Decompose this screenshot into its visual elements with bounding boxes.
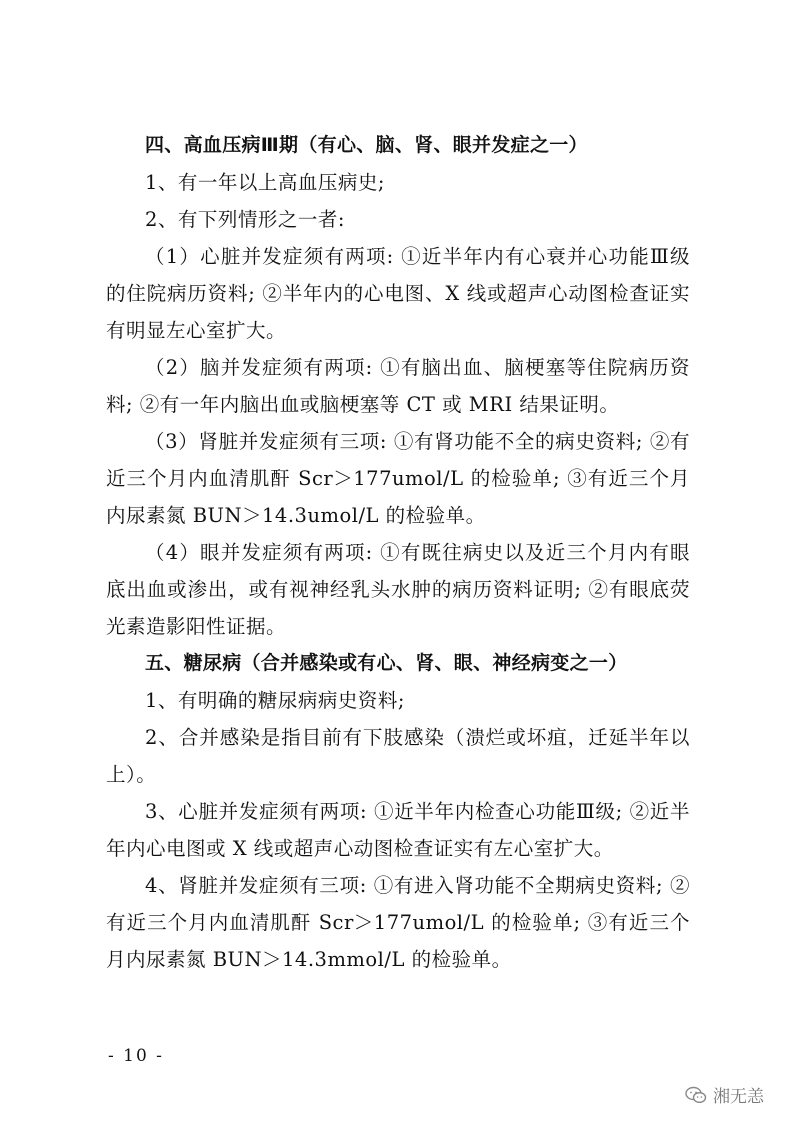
section-5-heading: 五、糖尿病（合并感染或有心、肾、眼、神经病变之一） bbox=[145, 652, 628, 674]
section-4-item-2: 2、有下列情形之一者: bbox=[145, 208, 345, 231]
watermark bbox=[685, 1082, 764, 1107]
section-5-item-1: 1、有明确的糖尿病病史资料; bbox=[145, 689, 405, 712]
wechat-icon bbox=[685, 1086, 707, 1104]
section-4-item-2-3: （3）肾脏并发症须有三项: ①有肾功能不全的病史资料; ②有近三个月内血清肌酐 Scr＞177umol/L 的检验单; ③有近三个月内尿素氮 BUN＞14.3umol/L 的检验单。 bbox=[106, 430, 690, 527]
watermark-text: 湘无恙 bbox=[713, 1087, 764, 1107]
section-4-item-2-4: （4）眼并发症须有两项: ①有既往病史以及近三个月内有眼底出血或渗出，或有视神经乳头水肿的病历资料证明; ②有眼底荧光素造影阳性证据。 bbox=[106, 541, 690, 638]
section-4-item-1: 1、有一年以上高血压病史; bbox=[145, 171, 385, 194]
document-body bbox=[106, 127, 690, 978]
section-4-item-2-2: （2）脑并发症须有两项: ①有脑出血、脑梗塞等住院病历资料; ②有一年内脑出血或脑梗塞等 CT 或 MRI 结果证明。 bbox=[106, 356, 690, 416]
section-4-item-2-1: （1）心脏并发症须有两项: ①近半年内有心衰并心功能Ⅲ级的住院病历资料; ②半年内的心电图、X 线或超声心动图检查证实有明显左心室扩大。 bbox=[106, 245, 690, 342]
section-5-item-4: 4、肾脏并发症须有三项: ①有进入肾功能不全期病史资料; ②有近三个月内血清肌酐 Scr＞177umol/L 的检验单; ③有近三个月内尿素氮 BUN＞14.3mmol/L 的检验单。 bbox=[106, 874, 690, 971]
section-5-item-3: 3、心脏并发症须有两项: ①近半年内检查心功能Ⅲ级; ②近半年内心电图或 X 线或超声心动图检查证实有左心室扩大。 bbox=[106, 800, 690, 860]
section-4-heading: 四、高血压病Ⅲ期（有心、脑、肾、眼并发症之一） bbox=[145, 134, 588, 156]
page-number: - 10 - bbox=[108, 1046, 164, 1066]
section-5-item-2: 2、合并感染是指目前有下肢感染（溃烂或坏疽，迁延半年以上）。 bbox=[106, 726, 690, 786]
